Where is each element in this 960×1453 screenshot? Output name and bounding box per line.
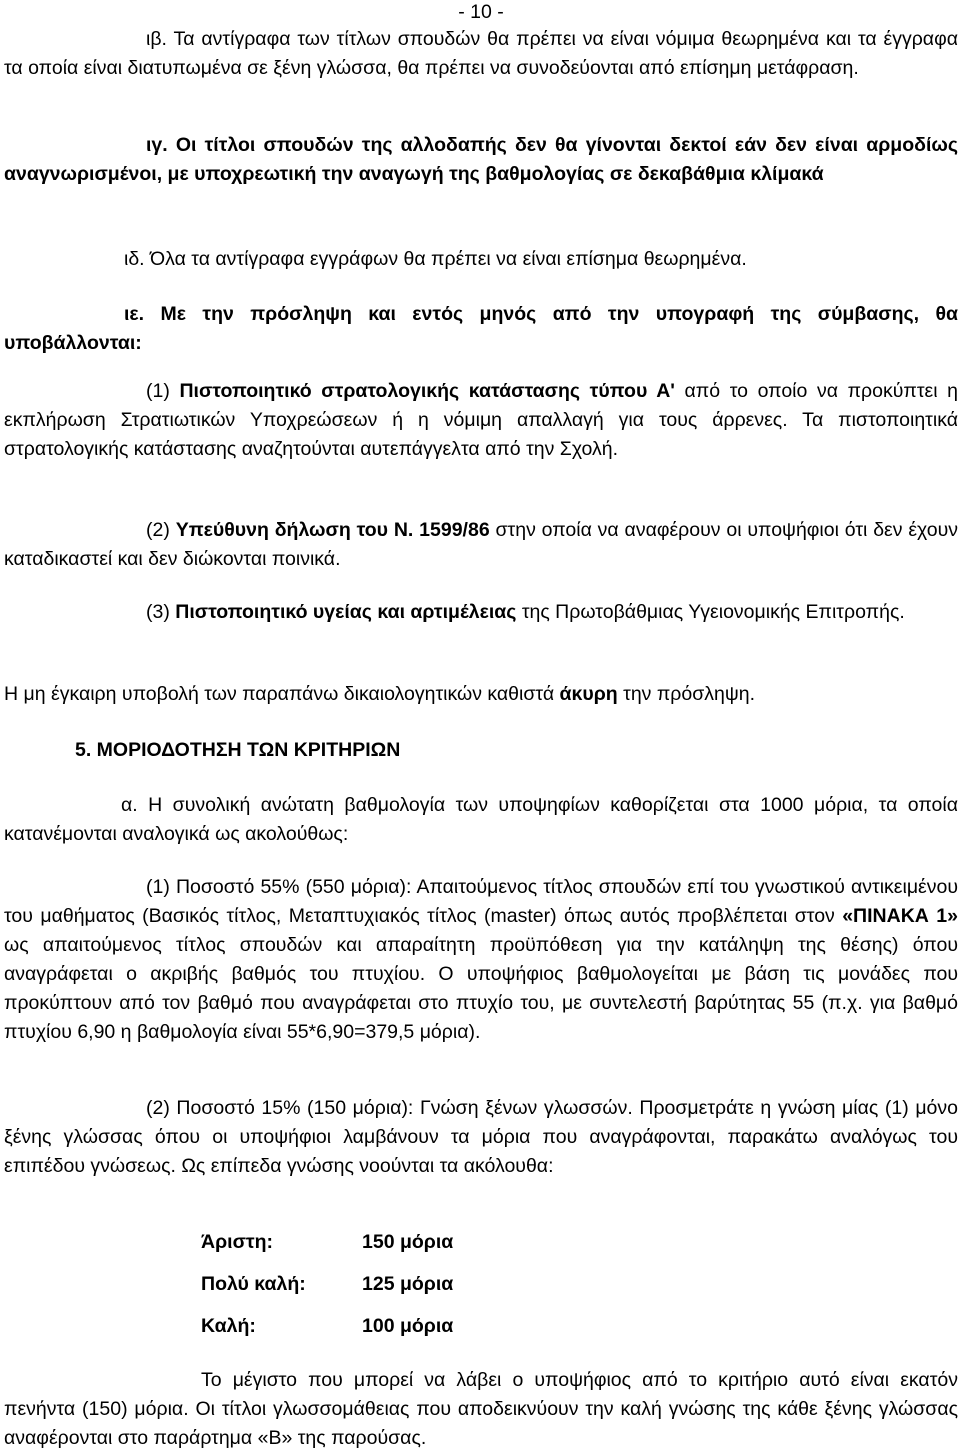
item-ie: [4, 300, 958, 358]
item-ig-text: ιγ. Οι τίτλοι σπουδών της αλλοδαπής δεν θα γίνονται δεκτοί εάν δεν είναι αρμοδίως αναγνωρισμένοι, με υποχρεωτική την αναγωγή της βαθμολογίας σε δεκαβάθμια κλίμακά: [4, 134, 958, 185]
document-2-text: στην οποία να αναφέρουν οι υποψήφιοι ότι δεν έχουν καταδικαστεί και δεν διώκονται ποινικά.: [4, 519, 958, 570]
criterion-2: [4, 1094, 958, 1181]
section-5-alpha: [4, 791, 958, 849]
grade-row: [201, 1312, 453, 1341]
section-5-heading: 5. ΜΟΡΙΟΔΟΤΗΣΗ ΤΩΝ ΚΡΙΤΗΡΙΩΝ: [75, 739, 401, 761]
criterion-2-text: (2) Ποσοστό 15% (150 μόρια): Γνώση ξένων γλωσσών. Προσμετράτε η γνώση μίας (1) μόνο ξένης γλώσσας όπου οι υποψήφιοι λαμβάνουν τα μόρια που αναγράφονται, παρακάτω αναλόγως του επιπέδου γνώσεως. Ως επίπεδα γνώσης νοούνται τα ακόλουθα:: [4, 1097, 958, 1177]
grade-row: [201, 1228, 453, 1257]
criterion-1-pre: (1) Ποσοστό 55% (550 μόρια): Απαιτούμενος τίτλος σπουδών επί του γνωστικού αντικειμένου του μαθήματος (Βασικός τίτλος, Μεταπτυχιακός τίτλος (master) όπως αυτός προβλέπεται στον: [4, 876, 958, 927]
note-bold: άκυρη: [559, 683, 618, 705]
section-5-alpha-text: α. Η συνολική ανώτατη βαθμολογία των υποψηφίων καθορίζεται στα 1000 μόρια, τα οποία κατανέμονται αναλογικά ως ακολούθως:: [4, 794, 958, 845]
grade-label: Άριστη:: [201, 1231, 274, 1253]
criterion-1: [4, 873, 958, 1047]
item-id-text: ιδ. Όλα τα αντίγραφα εγγράφων θα πρέπει να είναι επίσημα θεωρημένα.: [124, 248, 747, 270]
document-1-number: (1): [146, 380, 170, 402]
closing-paragraph: [4, 1366, 958, 1453]
document-3-number: (3): [146, 601, 170, 623]
document-3: [4, 598, 958, 627]
grade-row: [201, 1270, 453, 1299]
document-1: [4, 377, 958, 464]
note-post: την πρόσληψη.: [617, 683, 756, 705]
grade-points: 125 μόρια: [362, 1273, 454, 1295]
document-1-title: Πιστοποιητικό στρατολογικής κατάστασης τύπου Α': [179, 380, 675, 402]
grade-label: Πολύ καλή:: [201, 1273, 306, 1295]
grade-points: 100 μόρια: [362, 1315, 454, 1337]
grade-points: 150 μόρια: [362, 1231, 454, 1253]
item-ig: [4, 131, 958, 189]
item-ib-text: ιβ. Τα αντίγραφα των τίτλων σπουδών θα πρέπει να είναι νόμιμα θεωρημένα και τα έγγραφα τα οποία είναι διατυπωμένα σε ξένη γλώσσα, θα πρέπει να συνοδεύονται από επίσημη μετάφραση.: [4, 28, 958, 79]
document-3-text: της Πρωτοβάθμιας Υγειονομικής Επιτροπής.: [516, 601, 905, 623]
document-2-title: Υπεύθυνη δήλωση του Ν. 1599/86: [175, 519, 490, 541]
item-id: [4, 245, 958, 274]
closing-text: Το μέγιστο που μπορεί να λάβει ο υποψήφιος από το κριτήριο αυτό είναι εκατόν πενήντα (150) μόρια. Οι τίτλοι γλωσσομάθειας που αποδεικνύουν την καλή γνώσης της κάθε ξένης γλώσσας αναφέρονται στο παράρτημα «Β» της παρούσας.: [4, 1369, 958, 1449]
document-1-text: από το οποίο να προκύπτει η εκπλήρωση Στρατιωτικών Υποχρεώσεων ή η νόμιμη απαλλαγή για τους άρρενες. Τα πιστοποιητικά στρατολογικής κατάστασης αναζητούνται αυτεπάγγελτα από την Σχολή.: [4, 380, 958, 460]
grade-label: Καλή:: [201, 1315, 256, 1337]
document-3-title: Πιστοποιητικό υγείας και αρτιμέλειας: [175, 601, 517, 623]
item-ib: [4, 25, 958, 83]
page-number: - 10 -: [458, 1, 504, 23]
document-2-number: (2): [146, 519, 170, 541]
criterion-1-post: ως απαιτούμενος τίτλος σπουδών και απαραίτητη προϋπόθεση για την κατάληψη της θέσης) όπου αναγράφεται ο ακριβής βαθμός του πτυχίου. Ο υποψήφιος βαθμολογείται με βάση τις μονάδες που προκύπτουν από τον βαθμό που αναγράφεται στο πτυχίο του, με συντελεστή βαρύτητας 55 (π.χ. για βαθμό πτυχίου 6,90 η βαθμολογία είναι 55*6,90=379,5 μόρια).: [4, 934, 958, 1043]
note-pre: Η μη έγκαιρη υποβολή των παραπάνω δικαιολογητικών καθιστά: [4, 683, 560, 705]
submission-note: [4, 680, 958, 709]
document-2: [4, 516, 958, 574]
item-ie-text: ιε. Με την πρόσληψη και εντός μηνός από την υπογραφή της σύμβασης, θα υποβάλλονται:: [4, 303, 958, 354]
criterion-1-bold: «ΠΙΝΑΚΑ 1»: [842, 905, 958, 927]
